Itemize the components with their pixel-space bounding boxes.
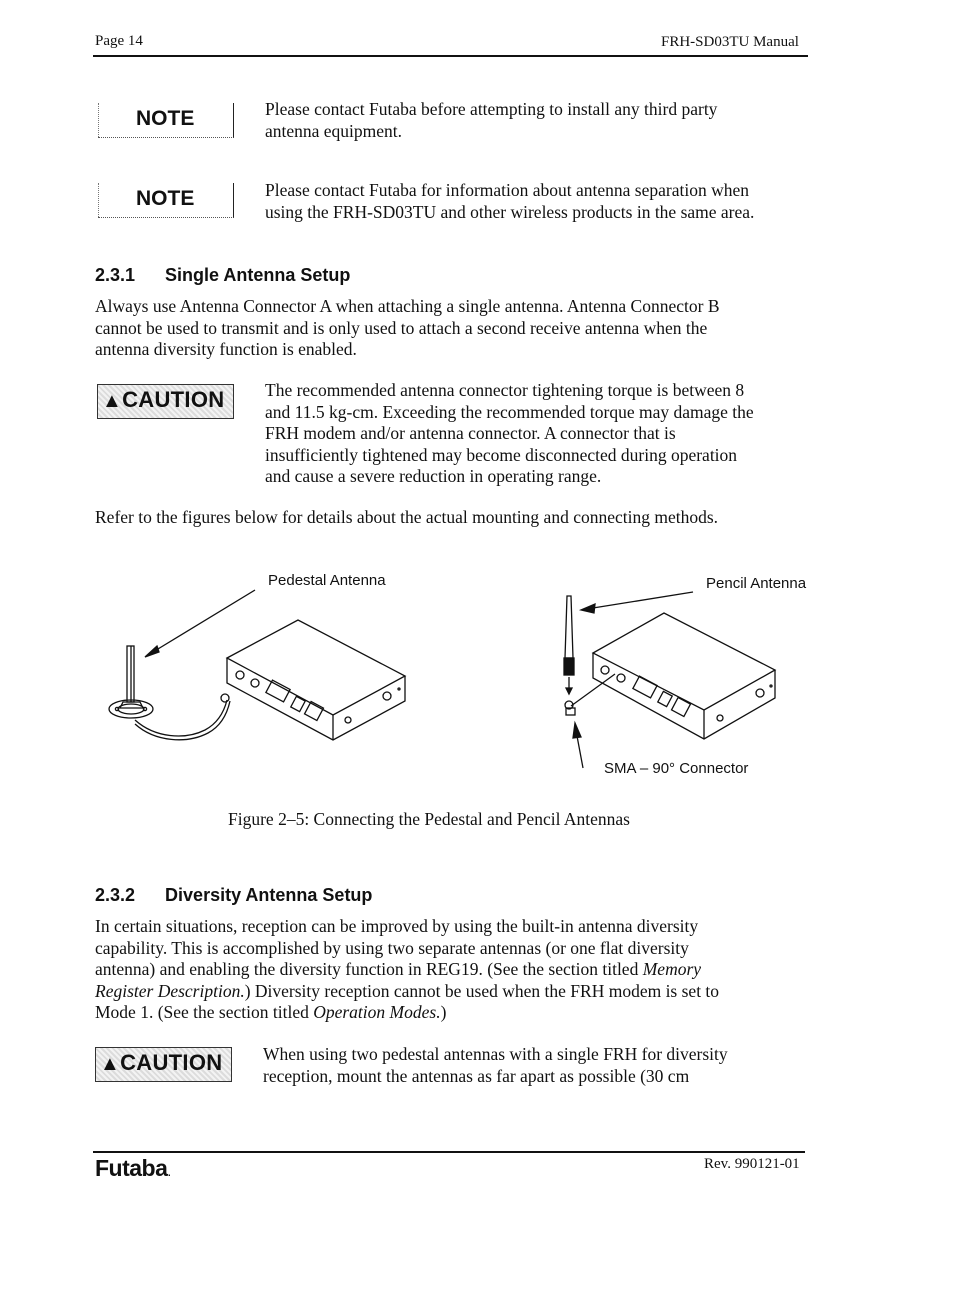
section-paragraph: In certain situations, reception can be improved by using the built-in antenna diversity capability. This is accomplished by using two separate antennas (or one flat diversity antenna) and enabling the diversity function in REG19. (See the section titled Memory Register Description.) Diversity reception cannot be used when the FRH modem is set to Mode 1. (See the section titled Operation Modes.) xyxy=(95,916,720,1022)
modem-right xyxy=(593,613,775,739)
section-paragraph: Always use Antenna Connector A when attaching a single antenna. Antenna Connector B cannot be used to transmit and is only used to attach a second receive antenna when the antenna diversity function is enabled. xyxy=(95,296,720,359)
label-pedestal-antenna: Pedestal Antenna xyxy=(268,572,386,589)
section-heading: 2.3.1 Single Antenna Setup xyxy=(95,265,351,285)
header-rule xyxy=(93,55,808,57)
footer-rule xyxy=(93,1151,805,1153)
pencil-antenna xyxy=(564,596,615,715)
pedestal-leader-line xyxy=(153,590,255,652)
warning-triangle-icon: ▲ xyxy=(100,1053,121,1075)
caution-badge: ▲CAUTION xyxy=(95,1047,232,1082)
revision-number: Rev. 990121-01 xyxy=(704,1156,800,1172)
pencil-leader-line xyxy=(593,592,693,608)
label-pencil-antenna: Pencil Antenna xyxy=(706,575,807,592)
sma-leader-line xyxy=(577,736,583,768)
sma-arrowhead xyxy=(573,723,581,738)
pencil-arrowhead xyxy=(581,604,595,613)
refer-paragraph: Refer to the figures below for details about the actual mounting and connecting methods. xyxy=(95,507,719,527)
pedestal-arrowhead xyxy=(145,646,159,657)
antenna-figure xyxy=(95,580,815,780)
note-badge: NOTE xyxy=(98,183,234,218)
note-text: Please contact Futaba before attempting to install any third party antenna equipment. xyxy=(265,99,718,141)
section-heading: 2.3.2 Diversity Antenna Setup xyxy=(95,885,373,905)
page-number: Page 14 xyxy=(95,33,143,49)
modem-left xyxy=(227,620,405,740)
caution-badge: ▲CAUTION xyxy=(97,384,234,419)
manual-title: FRH-SD03TU Manual xyxy=(661,34,799,50)
caution-text: When using two pedestal antennas with a single FRH for diversity reception, mount the antennas as far apart as possible (30 cm xyxy=(263,1044,728,1086)
caution-text: The recommended antenna connector tightening torque is between 8 and 11.5 kg-cm. Exceeding the recommended torque may damage the FRH modem and/or antenna connector. A connector that is insufficiently tightened may become disconnected during operation and cause a severe reduction in operating range. xyxy=(265,380,754,486)
futaba-logo: Futaba. xyxy=(95,1155,171,1181)
label-sma-connector: SMA – 90° Connector xyxy=(604,760,749,777)
note-text: Please contact Futaba for information about antenna separation when using the FRH-SD03TU and other wireless products in the same area. xyxy=(265,180,755,222)
figure-caption: Figure 2–5: Connecting the Pedestal and Pencil Antennas xyxy=(228,809,630,829)
warning-triangle-icon: ▲ xyxy=(102,390,123,412)
note-badge: NOTE xyxy=(98,103,234,138)
pedestal-antenna xyxy=(109,646,230,740)
